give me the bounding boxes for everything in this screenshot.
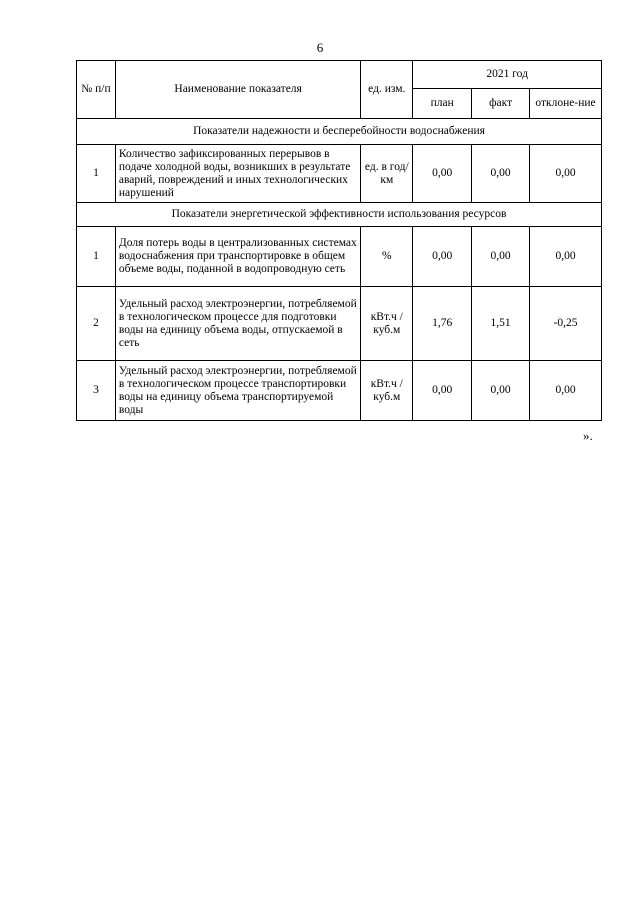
row-name: Доля потерь воды в централизованных системах водоснабжения при транспортировке в общем объеме воды, поданной в водопроводную сеть xyxy=(115,227,360,287)
row-plan: 0,00 xyxy=(413,361,472,421)
row-fact: 0,00 xyxy=(472,227,530,287)
header-name: Наименование показателя xyxy=(115,61,360,119)
row-plan: 0,00 xyxy=(413,145,472,203)
row-num: 3 xyxy=(77,361,116,421)
header-plan: план xyxy=(413,89,472,119)
row-fact: 0,00 xyxy=(472,361,530,421)
section-title-reliability: Показатели надежности и бесперебойности водоснабжения xyxy=(77,119,602,145)
header-num: № п/п xyxy=(77,61,116,119)
closing-quote-mark: ». xyxy=(583,428,593,443)
row-num: 2 xyxy=(77,287,116,361)
row-num: 1 xyxy=(77,227,116,287)
table-row xyxy=(77,227,602,287)
row-unit: кВт.ч / куб.м xyxy=(361,361,413,421)
row-deviation: 0,00 xyxy=(530,361,602,421)
table-row xyxy=(77,287,602,361)
row-plan: 1,76 xyxy=(413,287,472,361)
row-unit: кВт.ч / куб.м xyxy=(361,287,413,361)
row-deviation: -0,25 xyxy=(530,287,602,361)
row-num: 1 xyxy=(77,145,116,203)
indicators-table xyxy=(76,60,602,421)
table-row xyxy=(77,145,602,203)
header-unit: ед. изм. xyxy=(361,61,413,119)
row-deviation: 0,00 xyxy=(530,145,602,203)
row-unit: % xyxy=(361,227,413,287)
section-title-energy: Показатели энергетической эффективности использования ресурсов xyxy=(77,203,602,227)
row-unit: ед. в год/ км xyxy=(361,145,413,203)
header-deviation: отклоне-ние xyxy=(530,89,602,119)
row-name: Удельный расход электроэнергии, потребляемой в технологическом процессе для подготовки воды на единицу объема воды, отпускаемой в сеть xyxy=(115,287,360,361)
row-deviation: 0,00 xyxy=(530,227,602,287)
page-number: 6 xyxy=(316,40,324,55)
header-year: 2021 год xyxy=(413,61,602,89)
row-name: Количество зафиксированных перерывов в подаче холодной воды, возникших в результате аварий, повреждений и иных технологических нарушений xyxy=(115,145,360,203)
table-row xyxy=(77,361,602,421)
row-fact: 1,51 xyxy=(472,287,530,361)
row-fact: 0,00 xyxy=(472,145,530,203)
row-name: Удельный расход электроэнергии, потребляемой в технологическом процессе транспортировки воды на единицу объема транспортируемой воды xyxy=(115,361,360,421)
header-fact: факт xyxy=(472,89,530,119)
row-plan: 0,00 xyxy=(413,227,472,287)
